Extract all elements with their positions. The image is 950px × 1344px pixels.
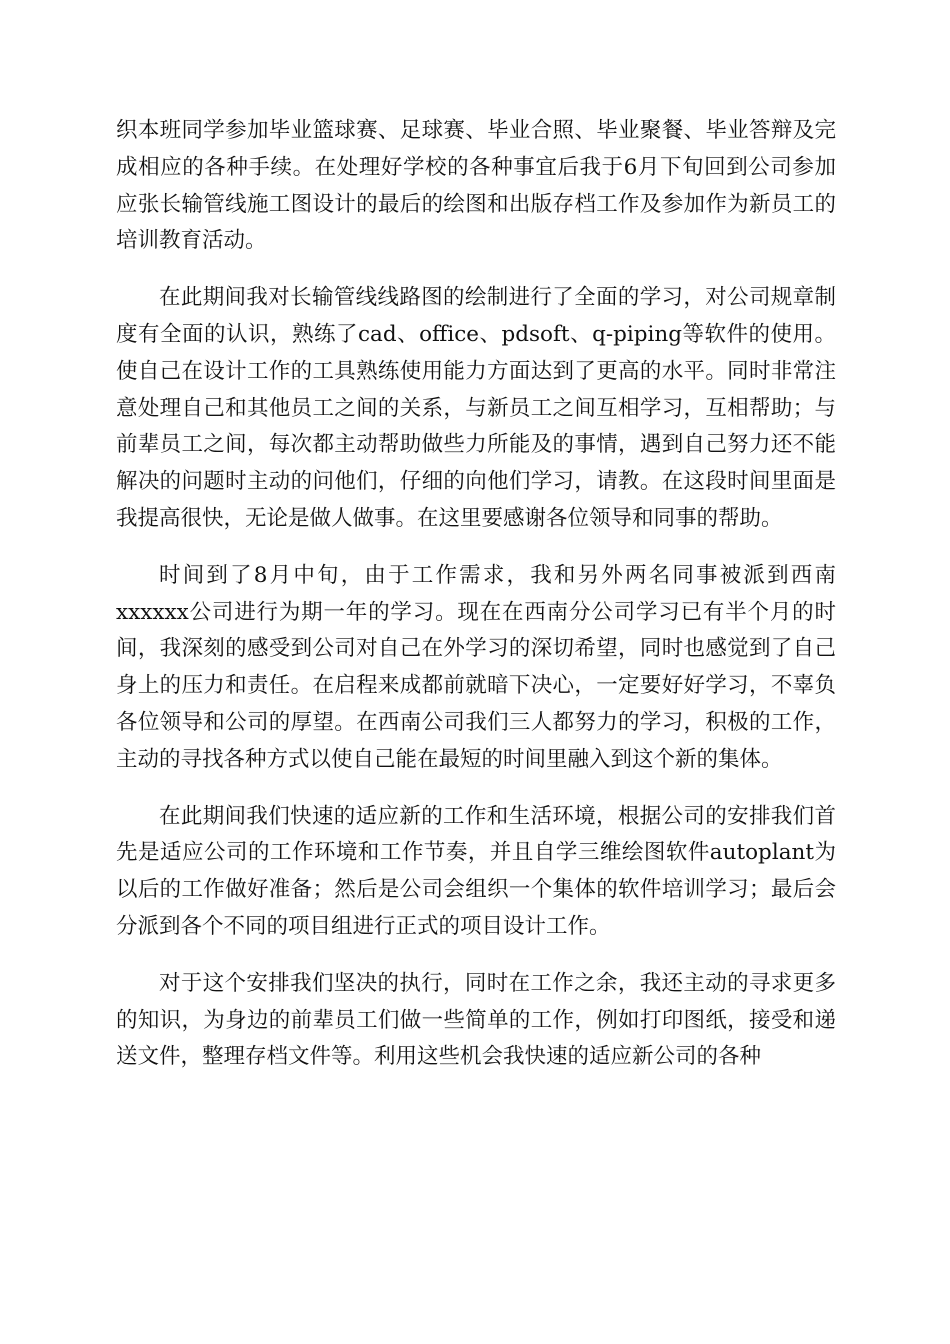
- paragraph-5: 对于这个安排我们坚决的执行，同时在工作之余，我还主动的寻求更多的知识，为身边的前辈员工们做一些简单的工作，例如打印图纸，接受和递送文件，整理存档文件等。利用这些机会我快速的适应新公司的各种: [116, 970, 836, 1070]
- paragraph-1: 织本班同学参加毕业篮球赛、足球赛、毕业合照、毕业聚餐、毕业答辩及完成相应的各种手续。在处理好学校的各种事宜后我于6月下旬回到公司参加应张长输管线施工图设计的最后的绘图和出版存档工作及参加作为新员工的培训教育活动。: [116, 118, 836, 254]
- paragraph-4: 在此期间我们快速的适应新的工作和生活环境，根据公司的安排我们首先是适应公司的工作环境和工作节奏，并且自学三维绘图软件autoplant为以后的工作做好准备；然后是公司会组织一个集体的软件培训学习；最后会分派到各个不同的项目组进行正式的项目设计工作。: [116, 803, 836, 939]
- paragraph-3: 时间到了8月中旬，由于工作需求，我和另外两名同事被派到西南xxxxxx公司进行为期一年的学习。现在在西南分公司学习已有半个月的时间，我深刻的感受到公司对自己在外学习的深切希望，同时也感觉到了自己身上的压力和责任。在启程来成都前就暗下决心，一定要好好学习，不辜负各位领导和公司的厚望。在西南公司我们三人都努力的学习，积极的工作，主动的寻找各种方式以使自己能在最短的时间里融入到这个新的集体。: [116, 562, 836, 772]
- paragraph-2: 在此期间我对长输管线线路图的绘制进行了全面的学习，对公司规章制度有全面的认识，熟练了cad、office、pdsoft、q-piping等软件的使用。使自己在设计工作的工具熟练使用能力方面达到了更高的水平。同时非常注意处理自己和其他员工之间的关系，与新员工之间互相学习，互相帮助；与前辈员工之间，每次都主动帮助做些力所能及的事情，遇到自己努力还不能解决的问题时主动的问他们，仔细的向他们学习，请教。在这段时间里面是我提高很快，无论是做人做事。在这里要感谢各位领导和同事的帮助。: [116, 285, 836, 531]
- document-body: [116, 113, 836, 1096]
